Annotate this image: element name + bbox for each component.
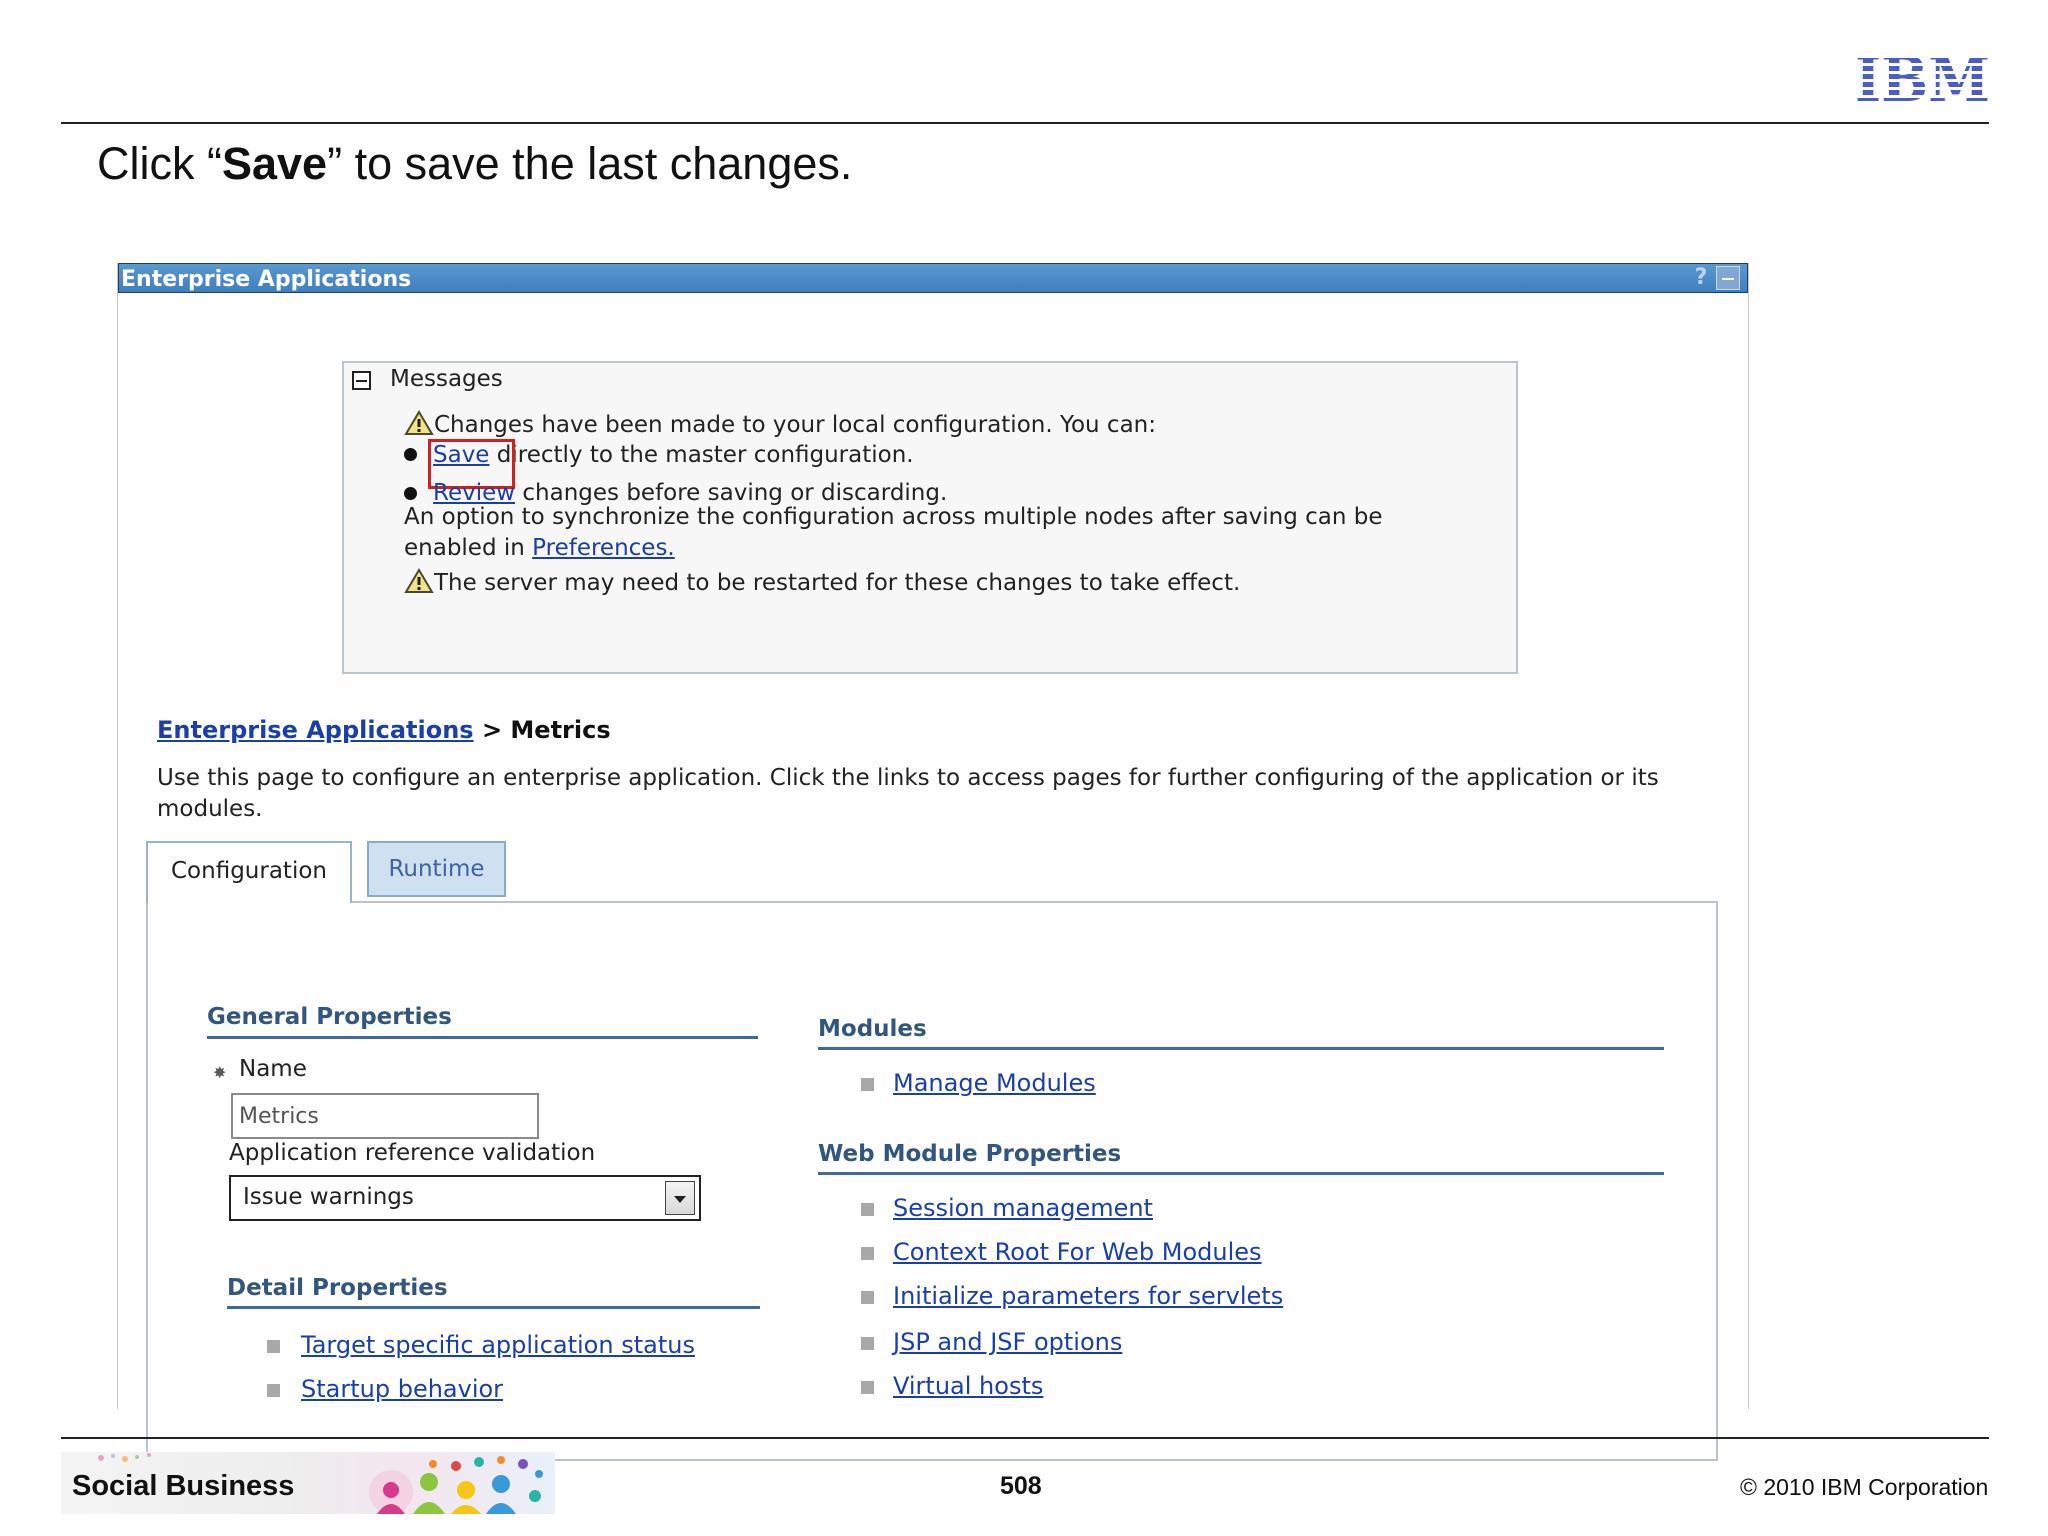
dropdown-arrow-icon[interactable] — [665, 1181, 695, 1215]
minimize-icon[interactable] — [1716, 266, 1740, 290]
breadcrumb-link-enterprise-applications[interactable]: Enterprise Applications — [157, 716, 474, 744]
warning-message-2: The server may need to be restarted for these changes to take effect. — [404, 568, 1240, 596]
validation-label: Application reference validation — [229, 1140, 596, 1166]
required-icon: ✸ — [213, 1063, 227, 1082]
detail-properties-header: Detail Properties — [227, 1275, 448, 1301]
bullet-square-icon — [267, 1384, 280, 1397]
tab-runtime[interactable]: Runtime — [367, 841, 506, 897]
bullet-square-icon — [267, 1340, 280, 1353]
messages-header: Messages — [390, 366, 503, 392]
bullet-square-icon — [861, 1337, 874, 1350]
slide-title-save: Save — [221, 138, 328, 189]
review-link[interactable]: Review — [433, 480, 516, 506]
social-business-banner — [61, 1452, 555, 1514]
general-properties-header: General Properties — [207, 1004, 452, 1030]
name-field[interactable] — [231, 1093, 539, 1139]
context-root-link[interactable]: Context Root For Web Modules — [893, 1238, 1262, 1266]
modules-divider — [818, 1047, 1664, 1050]
warning-icon — [404, 410, 434, 436]
slide-title: Click “Save” to save the last changes. — [97, 138, 853, 189]
bullet-square-icon — [861, 1291, 874, 1304]
save-message: Save directly to the master configuration. — [433, 442, 914, 468]
svg-text:IBM: IBM — [1855, 43, 1990, 116]
manage-modules-link[interactable]: Manage Modules — [893, 1069, 1096, 1097]
session-management-link[interactable]: Session management — [893, 1194, 1153, 1222]
jsp-jsf-options-link[interactable]: JSP and JSF options — [893, 1328, 1123, 1356]
bullet-icon — [404, 448, 417, 461]
ibm-logo — [1855, 43, 1990, 116]
virtual-hosts-link[interactable]: Virtual hosts — [893, 1372, 1044, 1400]
bullet-icon — [404, 487, 417, 500]
detail-properties-divider — [227, 1306, 760, 1309]
bullet-square-icon — [861, 1078, 874, 1091]
tab-configuration[interactable]: Configuration — [146, 841, 352, 903]
page-description: Use this page to configure an enterprise application. Click the links to access pages for further configuring of the application or its modules. — [157, 765, 1659, 822]
bullet-square-icon — [861, 1203, 874, 1216]
messages-box — [342, 361, 1518, 674]
general-properties-divider — [207, 1036, 758, 1039]
web-module-properties-header: Web Module Properties — [818, 1141, 1122, 1167]
review-message: Review changes before saving or discarding. — [433, 480, 948, 506]
enterprise-applications-panel — [117, 263, 1749, 1409]
validation-select[interactable] — [229, 1175, 701, 1221]
collapse-icon[interactable] — [352, 371, 371, 390]
startup-behavior-link[interactable]: Startup behavior — [301, 1375, 504, 1403]
bullet-square-icon — [861, 1381, 874, 1394]
preferences-link[interactable]: Preferences. — [532, 535, 675, 561]
sync-message-line-2: enabled in Preferences. — [404, 535, 675, 561]
warning-icon — [404, 568, 434, 594]
breadcrumb-current: Metrics — [510, 716, 611, 744]
header-rule — [61, 122, 1989, 124]
modules-header: Modules — [818, 1016, 927, 1042]
copyright: © 2010 IBM Corporation — [1740, 1474, 1989, 1500]
save-link[interactable]: Save — [433, 442, 490, 468]
sync-message-line-1: An option to synchronize the configuration across multiple nodes after saving can be — [404, 504, 1383, 530]
footer-rule — [61, 1437, 1989, 1439]
page-number: 508 — [1000, 1472, 1042, 1500]
target-specific-status-link[interactable]: Target specific application status — [301, 1331, 695, 1359]
footer-brand: Social Business — [72, 1470, 295, 1502]
name-label: Name — [239, 1056, 307, 1082]
breadcrumb: Enterprise Applications > Metrics — [157, 716, 611, 744]
panel-title: Enterprise Applications — [121, 267, 412, 292]
initialize-parameters-link[interactable]: Initialize parameters for servlets — [893, 1282, 1284, 1310]
help-icon[interactable]: ? — [1694, 265, 1708, 290]
warning-message-1: Changes have been made to your local configuration. You can: — [404, 410, 1156, 438]
web-module-properties-divider — [818, 1172, 1664, 1175]
validation-selected-value: Issue warnings — [243, 1184, 414, 1210]
panel-titlebar — [118, 263, 1748, 293]
bullet-square-icon — [861, 1247, 874, 1260]
